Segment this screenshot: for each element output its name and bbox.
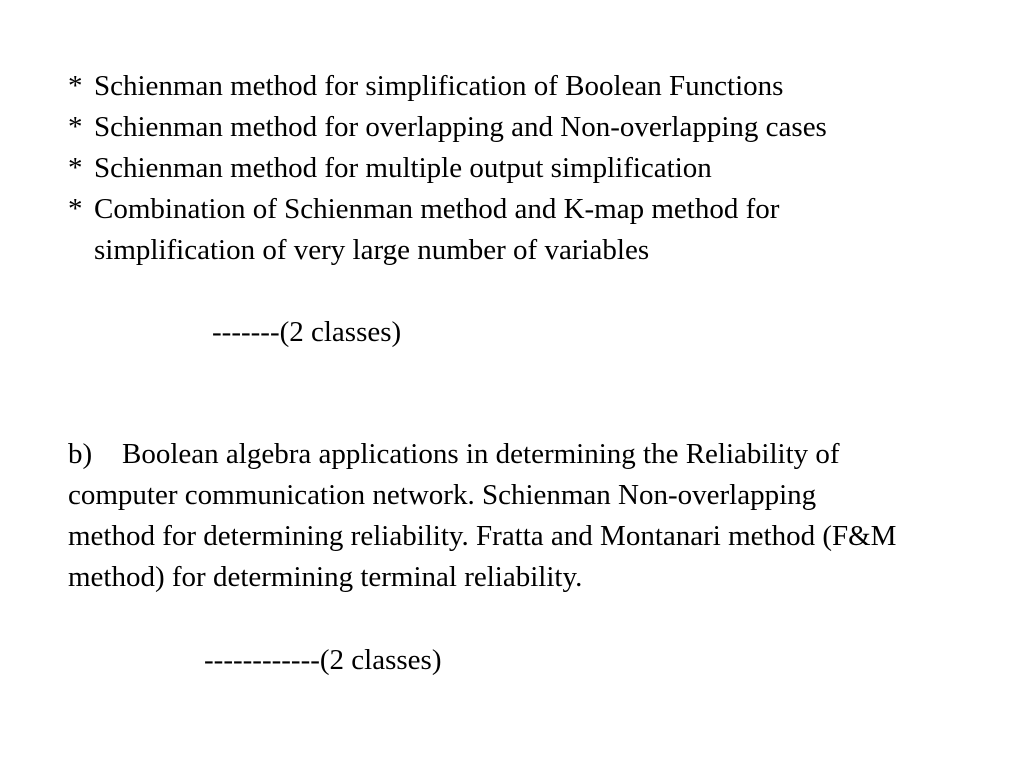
bullet-marker: * [68, 152, 83, 184]
topic-bullet-list [68, 66, 827, 271]
bullet-item [68, 189, 827, 271]
classes-note-a: -------(2 classes) [212, 316, 402, 348]
section-b-label: b) [68, 438, 93, 470]
bullet-marker: * [68, 111, 83, 143]
section-b-line: method for determining reliability. Fratta and Montanari method (F&M [68, 520, 897, 552]
bullet-text: Schienman method for multiple output simplification [94, 152, 712, 184]
bullet-marker: * [68, 193, 83, 225]
bullet-text: Combination of Schienman method and K-map method for [94, 193, 780, 225]
bullet-item [68, 66, 827, 107]
section-b-paragraph [68, 434, 896, 598]
bullet-marker: * [68, 70, 83, 102]
section-b-line: method) for determining terminal reliability. [68, 561, 583, 593]
section-b-first-line [68, 434, 896, 475]
bullet-text: Schienman method for simplification of Boolean Functions [94, 70, 784, 102]
classes-note-b: ------------(2 classes) [204, 644, 442, 676]
bullet-text-continuation: simplification of very large number of variables [94, 234, 650, 266]
section-b-line: Boolean algebra applications in determining the Reliability of [122, 438, 840, 470]
bullet-text: Schienman method for overlapping and Non-overlapping cases [94, 111, 827, 143]
section-b-line: computer communication network. Schienman Non-overlapping [68, 479, 817, 511]
bullet-item [68, 107, 827, 148]
bullet-item [68, 148, 827, 189]
